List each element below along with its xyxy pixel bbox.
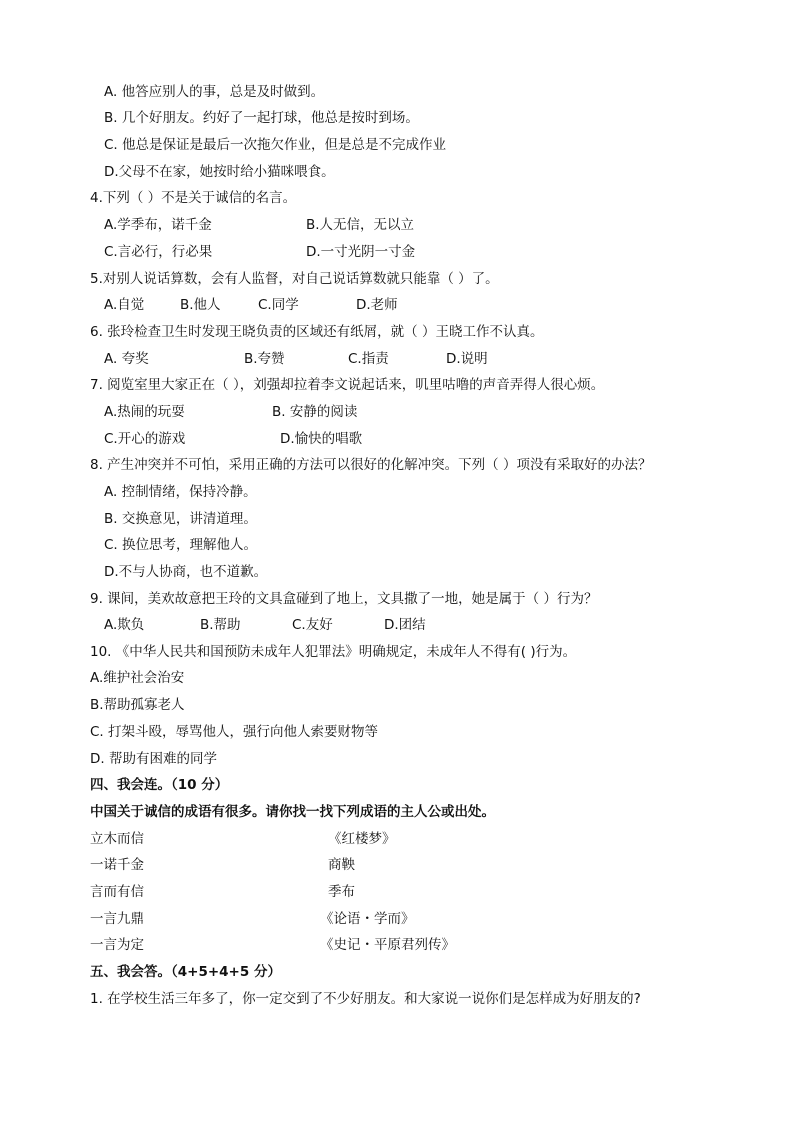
q3-option-b: B. 几个好朋友。约好了一起打球，他总是按时到场。 (104, 110, 419, 126)
q3-option-c: C. 他总是保证是最后一次拖欠作业，但是总是不完成作业 (104, 137, 447, 153)
q4-option-b: B.人无信，无以立 (306, 217, 415, 233)
match-2: 商鞅 (328, 857, 355, 873)
idiom-3: 言而有信 (90, 884, 144, 900)
match-4: 《论语・学而》 (320, 911, 415, 927)
q8-option-d: D.不与人协商，也不道歉。 (104, 564, 268, 580)
q7-option-d: D.愉快的唱歌 (280, 431, 363, 447)
q5-question: 5.对别人说话算数，会有人监督，对自己说话算数就只能靠（ ）了。 (90, 271, 499, 287)
q9-option-b: B.帮助 (200, 617, 241, 633)
section-4-instruction: 中国关于诚信的成语有很多。请你找一找下列成语的主人公或出处。 (90, 804, 495, 820)
q6-question: 6. 张玲检查卫生时发现王晓负责的区域还有纸屑，就（ ）王晓工作不认真。 (90, 324, 544, 340)
q5-option-a: A.自觉 (104, 297, 145, 313)
idiom-4: 一言九鼎 (90, 911, 144, 927)
q9-option-d: D.团结 (384, 617, 426, 633)
q5-option-d: D.老师 (356, 297, 398, 313)
q10-option-b: B.帮助孤寡老人 (90, 697, 185, 713)
q10-option-d: D. 帮助有困难的同学 (90, 751, 217, 767)
q6-option-a: A. 夸奖 (104, 351, 149, 367)
match-5: 《史记・平原君列传》 (320, 937, 455, 953)
q6-option-b: B.夸赞 (244, 351, 285, 367)
q5-option-c: C.同学 (258, 297, 299, 313)
q4-option-d: D.一寸光阴一寸金 (306, 244, 416, 260)
q9-option-a: A.欺负 (104, 617, 145, 633)
section-5-question-1: 1. 在学校生活三年多了，你一定交到了不少好朋友。和大家说一说你们是怎样成为好朋友的? (90, 991, 641, 1007)
q6-option-d: D.说明 (446, 351, 488, 367)
match-1: 《红楼梦》 (328, 831, 396, 847)
q4-option-a: A.学季布，诺千金 (104, 217, 212, 233)
q7-question: 7. 阅览室里大家正在（ ），刘强却拉着李文说起话来，叽里咕噜的声音弄得人很心烦。 (90, 377, 605, 393)
idiom-5: 一言为定 (90, 937, 144, 953)
idiom-2: 一诺千金 (90, 857, 144, 873)
q5-option-b: B.他人 (180, 297, 221, 313)
q7-option-c: C.开心的游戏 (104, 431, 186, 447)
q3-option-a: A. 他答应别人的事，总是及时做到。 (104, 84, 325, 100)
q9-question: 9. 课间，美欢故意把王玲的文具盒碰到了地上，文具撒了一地，她是属于（ ）行为？ (90, 591, 598, 607)
section-4-heading: 四、我会连。（10 分） (90, 777, 229, 793)
q8-option-c: C. 换位思考，理解他人。 (104, 537, 258, 553)
match-3: 季布 (328, 884, 355, 900)
q8-option-b: B. 交换意见，讲清道理。 (104, 511, 257, 527)
idiom-1: 立木而信 (90, 831, 144, 847)
q7-option-a: A.热闹的玩耍 (104, 404, 185, 420)
q8-option-a: A. 控制情绪，保持冷静。 (104, 484, 257, 500)
q7-option-b: B. 安静的阅读 (272, 404, 358, 420)
q9-option-c: C.友好 (292, 617, 333, 633)
section-5-heading: 五、我会答。（4+5+4+5 分） (90, 964, 281, 980)
q10-option-c: C. 打架斗殴，辱骂他人，强行向他人索要财物等 (90, 724, 379, 740)
q6-option-c: C.指责 (348, 351, 389, 367)
q8-question: 8. 产生冲突并不可怕，采用正确的方法可以很好的化解冲突。下列（ ）项没有采取好的办法？ (90, 457, 652, 473)
q10-question: 10. 《中华人民共和国预防未成年人犯罪法》明确规定，未成年人不得有( )行为。 (90, 644, 577, 660)
q4-question: 4.下列（ ）不是关于诚信的名言。 (90, 190, 297, 206)
q3-option-d: D.父母不在家，她按时给小猫咪喂食。 (104, 164, 335, 180)
q4-option-c: C.言必行，行必果 (104, 244, 213, 260)
q10-option-a: A.维护社会治安 (90, 670, 185, 686)
